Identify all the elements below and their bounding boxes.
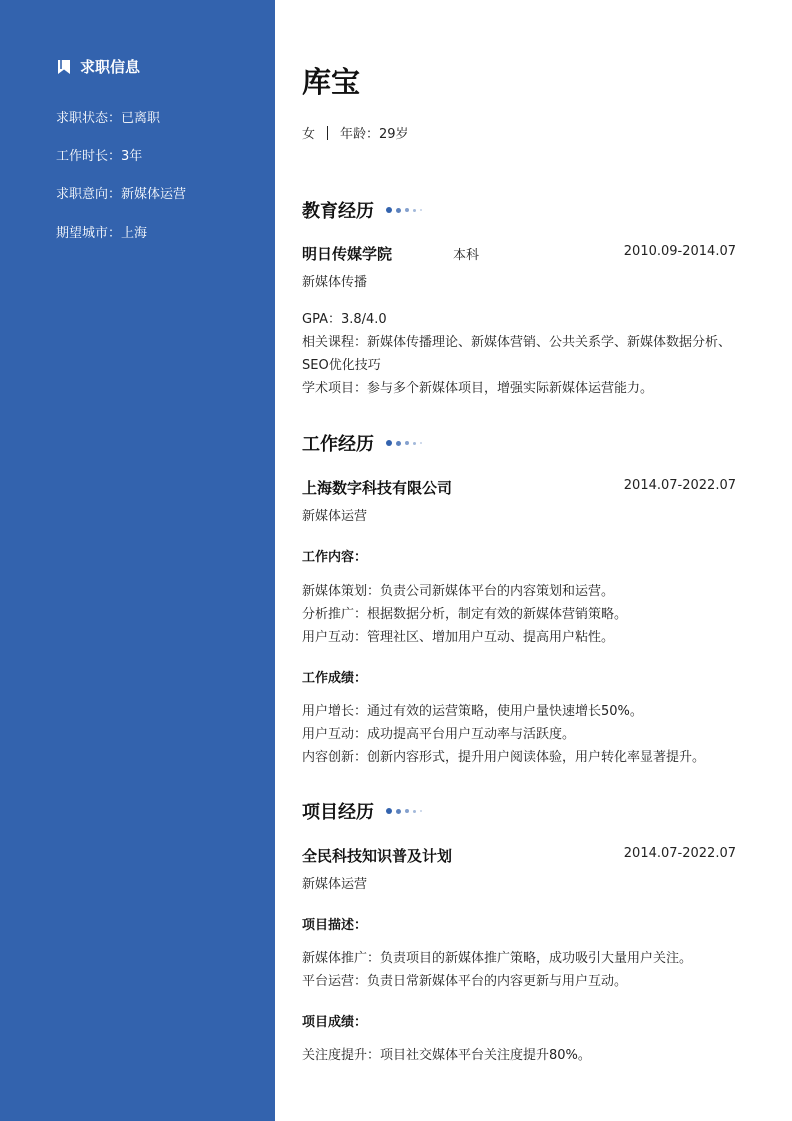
project-desc-title: 项目描述： — [302, 918, 368, 933]
degree: 本科 — [453, 248, 480, 263]
education-title: 教育经历 — [302, 201, 374, 222]
dots-decoration — [386, 207, 426, 213]
education-date: 2010.09-2014.07 — [623, 244, 736, 259]
work-result-line: 用户增长：通过有效的运营策略，使用户量快速增长50%。 — [302, 704, 643, 719]
expected-city: 期望城市：上海 — [56, 226, 148, 241]
work-content-line: 用户互动：管理社区、增加用户互动、提高用户粘性。 — [302, 630, 615, 645]
major: 新媒体传播 — [302, 275, 368, 290]
school-name: 明日传媒学院 — [302, 245, 393, 263]
education-line: GPA：3.8/4.0 — [302, 312, 387, 327]
job-intention: 求职意向：新媒体运营 — [56, 187, 187, 202]
gender: 女 — [302, 127, 316, 142]
bookmark-icon — [56, 59, 72, 75]
education-line: 学术项目：参与多个新媒体项目，增强实际新媒体运营能力。 — [302, 381, 654, 396]
project-name: 全民科技知识普及计划 — [302, 847, 453, 865]
work-result-title: 工作成绩： — [302, 671, 368, 686]
age: 年龄：29岁 — [340, 127, 409, 142]
work-content-line: 分析推广：根据数据分析，制定有效的新媒体营销策略。 — [302, 607, 628, 622]
main-content — [302, 0, 736, 1121]
sidebar-title: 求职信息 — [80, 58, 141, 76]
work-result-line: 内容创新：创新内容形式，提升用户阅读体验，用户转化率显著提升。 — [302, 750, 706, 765]
project-result-title: 项目成绩： — [302, 1015, 368, 1030]
sidebar-header — [56, 56, 140, 77]
dots-decoration — [386, 440, 426, 446]
project-date: 2014.07-2022.07 — [623, 846, 736, 861]
dots-decoration — [386, 808, 426, 814]
work-content-title: 工作内容： — [302, 550, 368, 565]
work-section-title — [302, 430, 426, 456]
project-role: 新媒体运营 — [302, 877, 368, 892]
candidate-name: 库宝 — [302, 65, 361, 99]
work-date: 2014.07-2022.07 — [623, 478, 736, 493]
work-result-line: 用户互动：成功提高平台用户互动率与活跃度。 — [302, 727, 576, 742]
project-title: 项目经历 — [302, 802, 374, 823]
sidebar — [0, 0, 275, 1121]
company-name: 上海数字科技有限公司 — [302, 479, 453, 497]
education-line: 相关课程：新媒体传播理论、新媒体营销、公共关系学、新媒体数据分析、SEO优化技巧 — [302, 335, 732, 373]
divider — [327, 126, 328, 140]
work-duration: 工作时长：3年 — [56, 149, 143, 164]
work-content-line: 新媒体策划：负责公司新媒体平台的内容策划和运营。 — [302, 584, 615, 599]
education-section-title — [302, 197, 426, 223]
project-desc-line: 新媒体推广：负责项目的新媒体推广策略，成功吸引大量用户关注。 — [302, 951, 693, 966]
basic-info — [302, 123, 409, 142]
project-desc-line: 平台运营：负责日常新媒体平台的内容更新与用户互动。 — [302, 974, 628, 989]
work-title: 工作经历 — [302, 434, 374, 455]
project-section-title — [302, 798, 426, 824]
work-role: 新媒体运营 — [302, 509, 368, 524]
project-result-line: 关注度提升：项目社交媒体平台关注度提升80%。 — [302, 1048, 591, 1063]
job-status: 求职状态：已离职 — [56, 111, 161, 126]
